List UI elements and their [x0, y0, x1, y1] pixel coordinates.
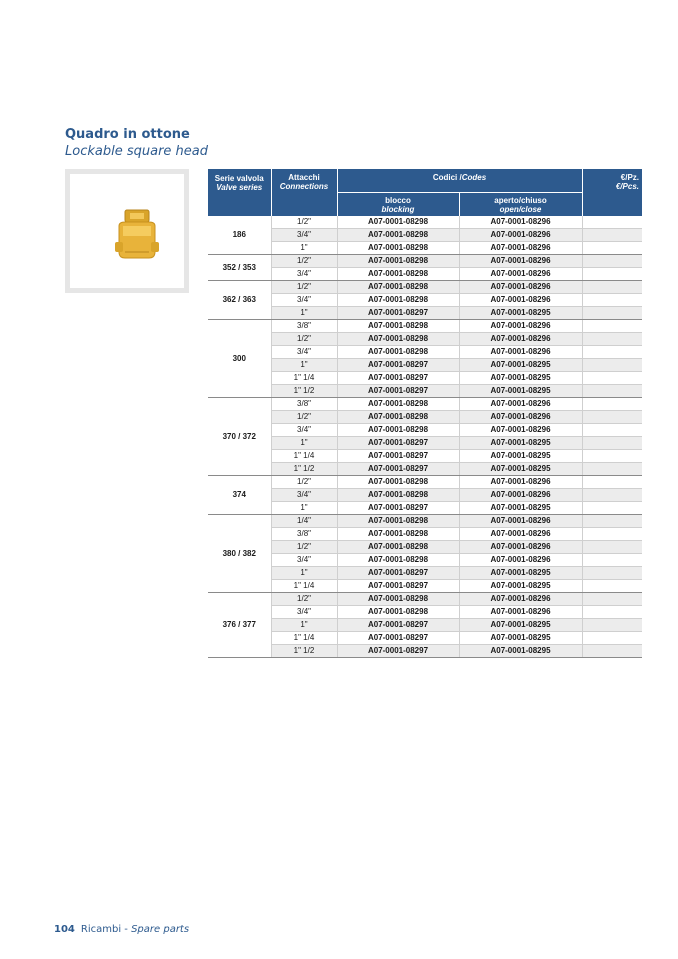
blocking-code-cell: A07-0001-08298 — [337, 216, 459, 229]
connection-cell: 1" 1/4 — [271, 580, 337, 593]
blocking-code-cell: A07-0001-08298 — [337, 281, 459, 294]
connection-cell: 1" — [271, 567, 337, 580]
open-close-code-cell: A07-0001-08296 — [459, 554, 582, 567]
footer-separator: - — [121, 924, 132, 935]
blocking-code-cell: A07-0001-08298 — [337, 476, 459, 489]
connection-cell: 3/4" — [271, 554, 337, 567]
open-close-code-cell: A07-0001-08296 — [459, 268, 582, 281]
open-close-code-cell: A07-0001-08296 — [459, 255, 582, 268]
connection-cell: 1" — [271, 619, 337, 632]
price-cell — [582, 450, 642, 463]
table-row — [208, 398, 642, 411]
connection-cell: 3/8" — [271, 398, 337, 411]
page-number: 104 — [54, 924, 75, 935]
open-close-code-cell: A07-0001-08296 — [459, 229, 582, 242]
table-row — [208, 489, 642, 502]
open-close-code-cell: A07-0001-08296 — [459, 216, 582, 229]
footer-section: Ricambi — [80, 924, 122, 935]
open-close-code-cell: A07-0001-08295 — [459, 307, 582, 320]
price-cell — [582, 515, 642, 528]
blocking-code-cell: A07-0001-08297 — [337, 502, 459, 515]
connection-cell: 3/8" — [271, 528, 337, 541]
price-cell — [582, 476, 642, 489]
blocking-code-cell: A07-0001-08297 — [337, 580, 459, 593]
connection-cell: 1" 1/2 — [271, 463, 337, 476]
table-row — [208, 411, 642, 424]
price-cell — [582, 528, 642, 541]
connection-cell: 1" — [271, 359, 337, 372]
table-row — [208, 593, 642, 606]
footer-section-en: Spare parts — [131, 924, 190, 935]
price-cell — [582, 346, 642, 359]
connection-cell: 1" 1/4 — [271, 372, 337, 385]
blocking-code-cell: A07-0001-08297 — [337, 307, 459, 320]
table-row — [208, 437, 642, 450]
open-close-code-cell: A07-0001-08296 — [459, 515, 582, 528]
table-row — [208, 359, 642, 372]
open-close-code-cell: A07-0001-08296 — [459, 242, 582, 255]
price-cell — [582, 606, 642, 619]
connection-cell: 1" — [271, 502, 337, 515]
table-row — [208, 463, 642, 476]
price-cell — [582, 372, 642, 385]
valve-series-cell: 370 / 372 — [208, 398, 271, 476]
header-open-close: aperto/chiuso open/close — [459, 193, 582, 217]
header-blocking: blocco blocking — [337, 193, 459, 217]
open-close-code-cell: A07-0001-08296 — [459, 320, 582, 333]
price-cell — [582, 229, 642, 242]
price-cell — [582, 593, 642, 606]
connection-cell: 1" — [271, 242, 337, 255]
price-cell — [582, 216, 642, 229]
open-close-code-cell: A07-0001-08296 — [459, 281, 582, 294]
open-close-code-cell: A07-0001-08295 — [459, 645, 582, 658]
price-cell — [582, 294, 642, 307]
blocking-code-cell: A07-0001-08297 — [337, 359, 459, 372]
connection-cell: 1/2" — [271, 411, 337, 424]
price-cell — [582, 281, 642, 294]
table-row — [208, 281, 642, 294]
valve-series-cell: 362 / 363 — [208, 281, 271, 320]
brass-square-head-icon — [115, 208, 159, 262]
open-close-code-cell: A07-0001-08296 — [459, 476, 582, 489]
open-close-code-cell: A07-0001-08295 — [459, 567, 582, 580]
blocking-code-cell: A07-0001-08297 — [337, 463, 459, 476]
price-cell — [582, 554, 642, 567]
table-row — [208, 268, 642, 281]
connection-cell: 1" 1/2 — [271, 645, 337, 658]
valve-series-cell: 300 — [208, 320, 271, 398]
blocking-code-cell: A07-0001-08297 — [337, 619, 459, 632]
table-row — [208, 502, 642, 515]
connection-cell: 1/2" — [271, 476, 337, 489]
price-cell — [582, 398, 642, 411]
price-cell — [582, 567, 642, 580]
open-close-code-cell: A07-0001-08296 — [459, 541, 582, 554]
table-row — [208, 333, 642, 346]
price-cell — [582, 255, 642, 268]
header-connections: Attacchi Connections — [271, 169, 337, 216]
blocking-code-cell: A07-0001-08297 — [337, 632, 459, 645]
open-close-code-cell: A07-0001-08295 — [459, 502, 582, 515]
blocking-code-cell: A07-0001-08297 — [337, 645, 459, 658]
table-row — [208, 567, 642, 580]
connection-cell: 3/4" — [271, 606, 337, 619]
table-row — [208, 580, 642, 593]
price-cell — [582, 385, 642, 398]
header-valve-series: Serie valvola Valve series — [208, 169, 271, 216]
product-photo — [65, 169, 189, 293]
price-cell — [582, 307, 642, 320]
connection-cell: 3/4" — [271, 229, 337, 242]
table-row — [208, 528, 642, 541]
blocking-code-cell: A07-0001-08298 — [337, 346, 459, 359]
price-cell — [582, 619, 642, 632]
blocking-code-cell: A07-0001-08298 — [337, 255, 459, 268]
blocking-code-cell: A07-0001-08298 — [337, 411, 459, 424]
table-row — [208, 541, 642, 554]
open-close-code-cell: A07-0001-08296 — [459, 398, 582, 411]
blocking-code-cell: A07-0001-08298 — [337, 242, 459, 255]
blocking-code-cell: A07-0001-08298 — [337, 320, 459, 333]
price-cell — [582, 268, 642, 281]
price-cell — [582, 333, 642, 346]
blocking-code-cell: A07-0001-08298 — [337, 424, 459, 437]
connection-cell: 1/2" — [271, 281, 337, 294]
connection-cell: 1" 1/4 — [271, 450, 337, 463]
open-close-code-cell: A07-0001-08296 — [459, 294, 582, 307]
price-cell — [582, 632, 642, 645]
table-row — [208, 424, 642, 437]
valve-series-cell: 376 / 377 — [208, 593, 271, 658]
price-cell — [582, 242, 642, 255]
open-close-code-cell: A07-0001-08296 — [459, 333, 582, 346]
connection-cell: 3/4" — [271, 489, 337, 502]
blocking-code-cell: A07-0001-08298 — [337, 229, 459, 242]
connection-cell: 1" — [271, 437, 337, 450]
connection-cell: 1/2" — [271, 333, 337, 346]
connection-cell: 1/2" — [271, 593, 337, 606]
open-close-code-cell: A07-0001-08295 — [459, 450, 582, 463]
connection-cell: 1/2" — [271, 216, 337, 229]
blocking-code-cell: A07-0001-08298 — [337, 528, 459, 541]
table-row — [208, 476, 642, 489]
table-row — [208, 606, 642, 619]
blocking-code-cell: A07-0001-08298 — [337, 333, 459, 346]
connection-cell: 3/4" — [271, 346, 337, 359]
open-close-code-cell: A07-0001-08296 — [459, 606, 582, 619]
price-cell — [582, 580, 642, 593]
open-close-code-cell: A07-0001-08295 — [459, 619, 582, 632]
header-price: €/Pz. €/Pcs. — [582, 169, 642, 216]
price-cell — [582, 463, 642, 476]
open-close-code-cell: A07-0001-08295 — [459, 580, 582, 593]
price-cell — [582, 320, 642, 333]
open-close-code-cell: A07-0001-08296 — [459, 489, 582, 502]
connection-cell: 1/4" — [271, 515, 337, 528]
price-cell — [582, 437, 642, 450]
open-close-code-cell: A07-0001-08295 — [459, 359, 582, 372]
valve-series-cell: 374 — [208, 476, 271, 515]
blocking-code-cell: A07-0001-08298 — [337, 606, 459, 619]
table-row — [208, 320, 642, 333]
blocking-code-cell: A07-0001-08297 — [337, 450, 459, 463]
page-footer — [54, 924, 189, 935]
connection-cell: 3/8" — [271, 320, 337, 333]
blocking-code-cell: A07-0001-08298 — [337, 554, 459, 567]
blocking-code-cell: A07-0001-08297 — [337, 372, 459, 385]
table-row — [208, 372, 642, 385]
connection-cell: 1/2" — [271, 255, 337, 268]
open-close-code-cell: A07-0001-08296 — [459, 411, 582, 424]
table-row — [208, 307, 642, 320]
header-codes: Codici /Codes — [337, 169, 582, 193]
page-title: Quadro in ottone — [65, 127, 190, 142]
table-row — [208, 346, 642, 359]
blocking-code-cell: A07-0001-08298 — [337, 593, 459, 606]
connection-cell: 3/4" — [271, 294, 337, 307]
page-subtitle: Lockable square head — [65, 144, 208, 159]
blocking-code-cell: A07-0001-08298 — [337, 515, 459, 528]
spare-parts-table — [208, 169, 642, 658]
valve-series-cell: 186 — [208, 216, 271, 255]
table-row — [208, 216, 642, 229]
open-close-code-cell: A07-0001-08296 — [459, 528, 582, 541]
blocking-code-cell: A07-0001-08298 — [337, 398, 459, 411]
price-cell — [582, 424, 642, 437]
table-row — [208, 619, 642, 632]
open-close-code-cell: A07-0001-08295 — [459, 463, 582, 476]
table-row — [208, 645, 642, 658]
price-cell — [582, 489, 642, 502]
table-row — [208, 450, 642, 463]
open-close-code-cell: A07-0001-08296 — [459, 593, 582, 606]
table-row — [208, 255, 642, 268]
price-cell — [582, 411, 642, 424]
price-cell — [582, 645, 642, 658]
blocking-code-cell: A07-0001-08298 — [337, 294, 459, 307]
table-row — [208, 515, 642, 528]
valve-series-cell: 352 / 353 — [208, 255, 271, 281]
blocking-code-cell: A07-0001-08298 — [337, 268, 459, 281]
price-cell — [582, 502, 642, 515]
table-body — [208, 216, 642, 658]
table-row — [208, 242, 642, 255]
blocking-code-cell: A07-0001-08298 — [337, 541, 459, 554]
table-row — [208, 632, 642, 645]
blocking-code-cell: A07-0001-08298 — [337, 489, 459, 502]
open-close-code-cell: A07-0001-08295 — [459, 385, 582, 398]
connection-cell: 1/2" — [271, 541, 337, 554]
open-close-code-cell: A07-0001-08295 — [459, 632, 582, 645]
blocking-code-cell: A07-0001-08297 — [337, 567, 459, 580]
open-close-code-cell: A07-0001-08295 — [459, 437, 582, 450]
open-close-code-cell: A07-0001-08296 — [459, 424, 582, 437]
connection-cell: 3/4" — [271, 424, 337, 437]
open-close-code-cell: A07-0001-08296 — [459, 346, 582, 359]
connection-cell: 1" 1/4 — [271, 632, 337, 645]
connection-cell: 3/4" — [271, 268, 337, 281]
table-row — [208, 229, 642, 242]
valve-series-cell: 380 / 382 — [208, 515, 271, 593]
table-row — [208, 385, 642, 398]
price-cell — [582, 541, 642, 554]
connection-cell: 1" 1/2 — [271, 385, 337, 398]
blocking-code-cell: A07-0001-08297 — [337, 437, 459, 450]
blocking-code-cell: A07-0001-08297 — [337, 385, 459, 398]
connection-cell: 1" — [271, 307, 337, 320]
table-row — [208, 554, 642, 567]
price-cell — [582, 359, 642, 372]
open-close-code-cell: A07-0001-08295 — [459, 372, 582, 385]
table-row — [208, 294, 642, 307]
